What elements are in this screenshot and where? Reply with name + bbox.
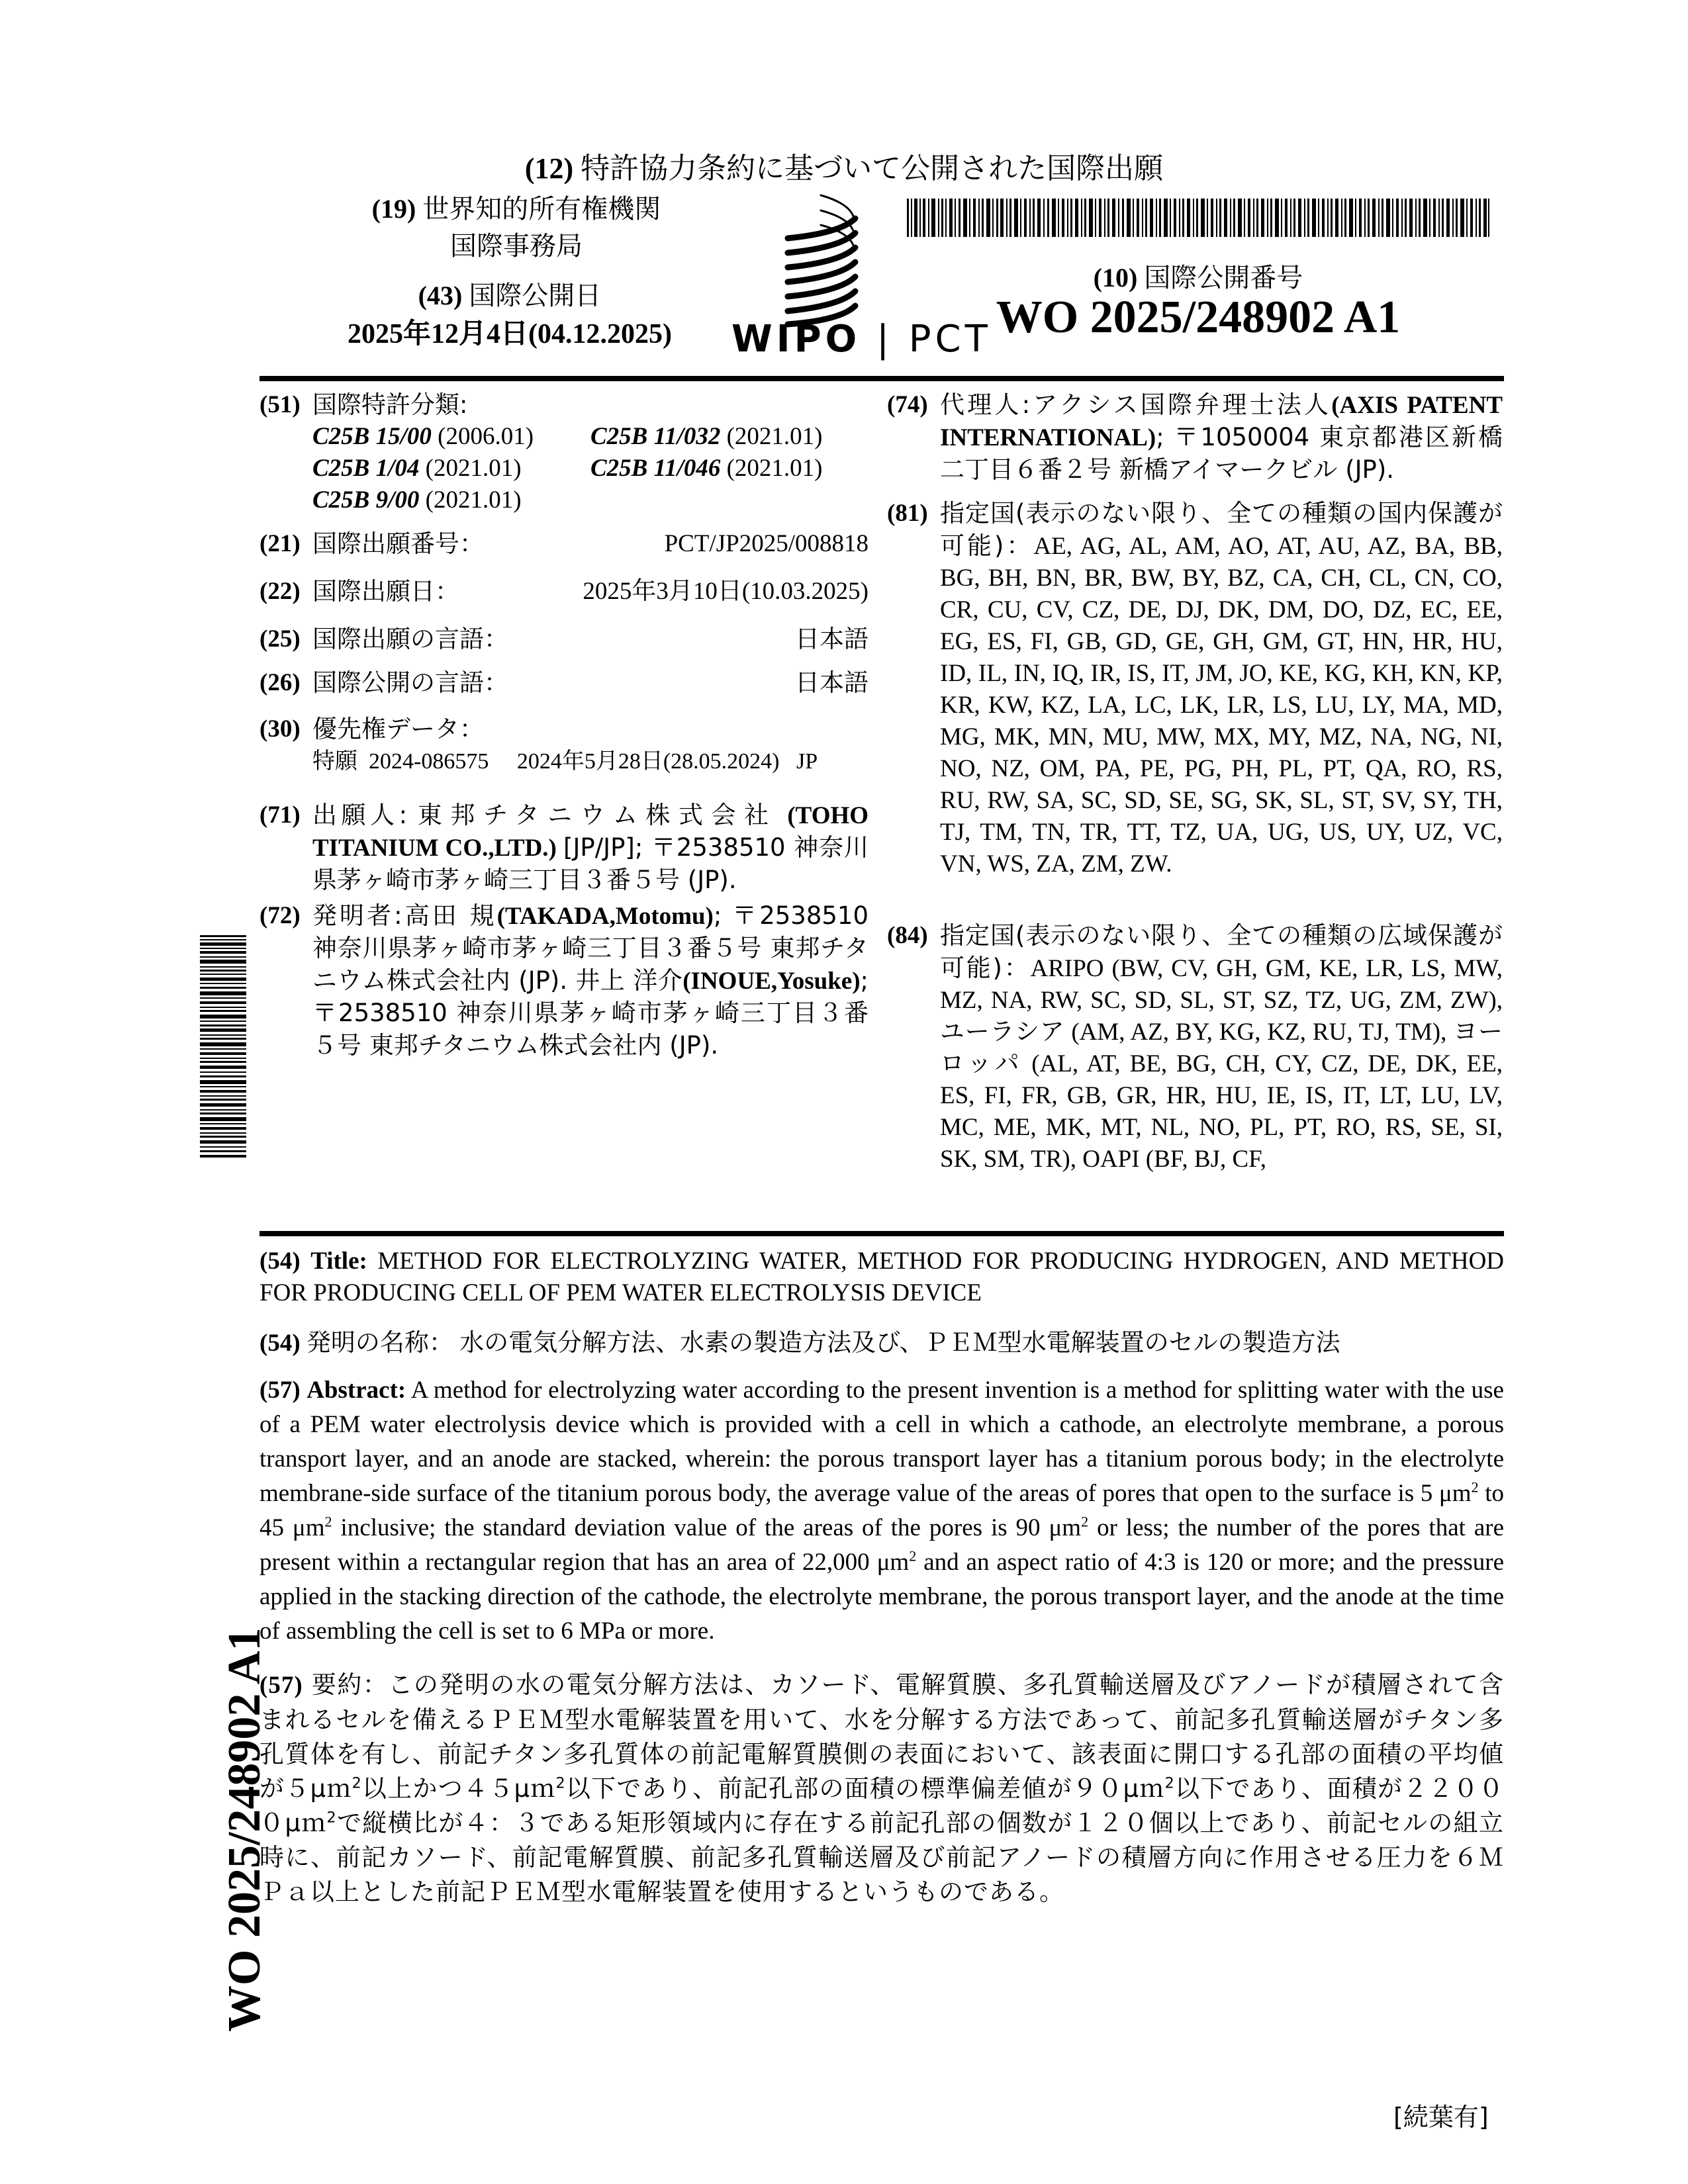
agent-label: 代理人: [940,390,1031,419]
title-label: Title: [310,1248,367,1275]
inid-code: (21) [259,530,301,557]
wordmark-divider: | [861,318,909,361]
abstract-text: and an aspect ratio of 4:3 is 120 or more; and the pressure applied in the stacking direction of the cathode, the electrolyte membrane, the porous transport layer, and the anode at the time of assembling the cell is set to 6 MPa or more. [259,1549,1504,1645]
side-publication-number: WO 2025/248902 A1 [219,1627,270,2032]
filing-language: 日本語 [795,625,868,653]
inid-code: (51) [259,391,301,418]
inventors-section [259,900,868,1062]
applicant-name-jp: 東邦チタニウム株式会社 [417,801,777,829]
application-number-row [259,528,868,560]
header-divider [259,376,1504,381]
publication-language-row [259,667,868,699]
priority-kind: 特願 [312,748,357,774]
abstract-text: or less; the number of the pores that are present within a rectangular region that has an area of 22,000 μm [259,1514,1504,1576]
inventor-name-jp: 高田 規 [402,901,497,930]
filing-language-row [259,623,868,655]
applicant-address: [JP/JP]; 〒2538510 神奈川県茅ヶ崎市茅ヶ崎三丁目３番５号 (JP). [312,833,869,894]
title-japanese [259,1322,1504,1358]
abstract-text: inclusive; the standard deviation value of the areas of the pores is 90 μm [332,1514,1082,1541]
priority-number: 2024-086575 [369,749,489,774]
continued-indicator: [続葉有] [1393,2103,1489,2132]
barcode-icon [907,199,1489,237]
filing-language-label: 国際出願の言語： [312,625,508,653]
inventor-name-en: (INOUE,Yosuke) [682,968,861,995]
abstract-text: to 45 μm [259,1480,1504,1541]
organization-block [331,191,702,265]
abstract-text: A method for electrolyzing water according to the present invention is a method for splitting water with the use of a PEM water electrolysis device which is provided with a cell in which a cathode, an electrolyte membrane, a porous transport layer, and an anode are stacked, wherein: the porous transport layer has a titanium porous body; in the electrolyte membrane-side surface of the titanium porous body, the average value of the areas of pores that open to the surface is 5 μm [259,1377,1504,1507]
title-english [259,1246,1504,1309]
priority-date: 2024年5月28日(28.05.2024) [516,749,780,774]
superscript: 2 [1164,1774,1175,1792]
agent-section [887,389,1503,486]
priority-entry [312,745,868,778]
ipc-class: C25B 11/046 (2021.01) [590,455,823,482]
ipc-class: C25B 1/04 (2021.01) [312,455,522,482]
inid-code: (43) [418,281,463,310]
inid-code: (19) [371,194,416,224]
abstract-text-jp: 以下であり、面積が２２０００μｍ [259,1774,1504,1837]
superscript: 2 [1081,1513,1089,1530]
superscript: 2 [352,1774,362,1792]
inventor-name-en: (TAKADA,Motomu) [496,903,714,930]
inid-code: (72) [259,902,301,929]
abstract-english [259,1373,1504,1649]
publication-language: 日本語 [795,668,868,697]
inid-code: (12) [524,152,574,185]
publication-language-label: 国際公開の言語： [312,668,508,697]
superscript: 2 [324,1513,332,1530]
priority-label: 優先権データ： [312,715,484,743]
abstract-label: Abstract: [306,1377,406,1404]
inventor-address: ; 〒2538510 神奈川県茅ヶ崎市茅ヶ崎三丁目３番５号 東邦チタニウム株式会社内 (JP). [312,966,868,1060]
filing-date: 2025年3月10日(10.03.2025) [583,578,868,605]
inid-code: (57) [259,1672,303,1699]
applicant-label: 出願人: [312,801,408,829]
abstract-text-jp: で縦横比が４：３である矩形領域内に存在する前記孔部の個数が１２０個以上であり、前記セルの組立時に、前記カソード、前記電解質膜、前記多孔質輸送層及び前記アノードの積層方向に作用させる圧力を６ＭＰａ以上とした前記ＰＥＭ型水電解装置を使用するというものである。 [259,1809,1504,1906]
filing-date-label: 国際出願日： [312,577,459,606]
inventor-name-jp: 井上 洋介 [575,966,683,995]
designated-regional-label: 指定国(表示のない限り、全ての種類の広域保護が可能)： [940,921,1503,982]
inid-code: (81) [887,500,928,527]
ipc-class: C25B 9/00 (2021.01) [312,486,522,514]
agent-address: ; 〒1050004 東京都港区新橋二丁目６番２号 新橋アイマークビル (JP). [940,423,1503,484]
superscript: 2 [555,1774,566,1792]
ipc-section [259,389,868,516]
priority-country: JP [796,749,818,774]
agent-name-en: (AXIS PATENT INTERNATIONAL) [940,392,1503,451]
publication-date: 2025年12月4日(04.12.2025) [348,319,672,349]
ipc-label: 国際特許分類: [312,390,468,419]
abstract-text-jp: この発明の水の電気分解方法は、カソード、電解質膜、多孔質輸送層及びアノードが積層されて含まれるセルを備えるＰＥＭ型水電解装置を用いて、水を分解する方法であって、前記多孔質輸送層がチタン多孔質体を有し、前記チタン多孔質体の前記電解質膜側の表面において、該表面に開口する孔部の面積の平均値が５μｍ [259,1670,1504,1803]
publication-number-label [907,257,1489,295]
filing-date-row [259,576,868,608]
inid-code: (54) [259,1330,301,1357]
designated-regional-section [887,920,1503,1175]
priority-section [259,713,868,778]
inid-code: (25) [259,625,301,653]
ipc-class: C25B 11/032 (2021.01) [590,423,823,450]
title-divider [259,1231,1504,1236]
superscript: 2 [1471,1479,1479,1496]
application-number-label: 国際出願番号： [312,529,484,558]
organization-bureau: 国際事務局 [450,231,583,261]
abstract-japanese [259,1668,1504,1909]
designated-national-label: 指定国(表示のない限り、全ての種類の国内保護が可能)： [940,499,1503,560]
superscript: 2 [326,1809,337,1827]
inid-code: (22) [259,578,301,605]
publication-date-block [311,277,708,353]
abstract-text-jp: 以上かつ４５μｍ [361,1774,556,1803]
designated-national-states: AE, AG, AL, AM, AO, AT, AU, AZ, BA, BB, BG, BH, BN, BR, BW, BY, BZ, CA, CH, CL, CN, CO, CR, CU, CV, CZ, DE, DJ, DK, DM, DO, DZ, EC, EE, EG, ES, FI, GB, GD, GE, GH, GM, GT, HN, HR, HU, ID, IL, IN, IQ, IR, IS, IT, JM, JO, KE, KG, KH, KN, KP, KR, KW, KZ, LA, LC, LK, LR, LS, LU, LY, MA, MD, MG, MK, MN, MU, MW, MX, MY, MZ, NA, NG, NI, NO, NZ, OM, PA, PE, PG, PH, PL, PT, QA, RO, RS, RU, RW, SA, SC, SD, SE, SG, SK, SL, ST, SV, SY, TH, TJ, TM, TN, TR, TT, TZ, UA, UG, US, UY, UZ, VC, VN, WS, ZA, ZM, ZW. [940,533,1503,878]
publication-number: WO 2025/248902 A1 [996,292,1401,343]
applicant-name-en: (TOHO TITANIUM CO.,LTD.) [312,802,869,862]
ipc-class-list [312,421,868,516]
title-text-jp: 水の電気分解方法、水素の製造方法及び、ＰＥＭ型水電解装置のセルの製造方法 [459,1328,1340,1357]
inventor-address: ; 〒2538510 神奈川県茅ヶ崎市茅ヶ崎三丁目３番５号 東邦チタニウム株式会社内 (JP). [312,901,869,995]
side-barcode-icon [200,935,246,1158]
inid-code: (54) [259,1248,301,1275]
abstract-text-jp: 以下であり、前記孔部の面積の標準偏差値が９０μｍ [565,1774,1165,1803]
superscript: 2 [909,1547,917,1565]
inid-code: (74) [887,391,928,418]
title-label-jp: 発明の名称： [306,1328,453,1357]
ipc-class: C25B 15/00 (2006.01) [312,423,534,450]
designated-regional-states: ARIPO (BW, CV, GH, GM, KE, LR, LS, MW, MZ, NA, RW, SC, SD, SL, ST, SZ, TZ, UG, ZM, ZW), ユーラシア (AM, AZ, BY, KG, KZ, RU, TJ, TM), ヨーロッパ (AL, AT, BE, BG, CH, CY, CZ, DE, DK, EE, ES, FI, FR, GB, GR, HR, HU, IE, IS, IT, LT, LU, LV, MC, ME, MK, MT, NL, NO, PL, PT, RO, RS, SE, SI, SK, SM, TR), OAPI (BF, BJ, CF, [940,955,1503,1173]
organization-name: 世界知的所有権機関 [422,194,661,224]
inid-code: (57) [259,1377,301,1404]
pct-wordmark: PCT [908,318,992,361]
abstract-label-jp: 要約： [311,1670,389,1699]
title-text-en: METHOD FOR ELECTROLYZING WATER, METHOD FOR PRODUCING HYDROGEN, AND METHOD FOR PRODUCING CELL OF PEM WATER ELECTROLYSIS DEVICE [259,1248,1505,1306]
applicant-section [259,799,868,897]
inventors-label: 発明者: [312,901,402,930]
document-type: 特許協力条約に基づいて公開された国際出願 [581,152,1164,185]
inid-code: (30) [259,715,301,743]
agent-name-jp: アクシス国際弁理士法人 [1030,390,1332,419]
wipo-wordmark: WIPO [731,318,861,361]
application-number: PCT/JP2025/008818 [664,530,868,557]
document-type-heading [0,144,1688,187]
inid-code: (84) [887,922,928,949]
inid-code: (10) [1093,263,1138,293]
designated-national-section [887,498,1503,880]
inid-code: (26) [259,669,301,696]
publication-number-caption: 国際公開番号 [1144,263,1303,293]
inid-code: (71) [259,801,301,829]
publication-date-label: 国際公開日 [469,281,602,311]
